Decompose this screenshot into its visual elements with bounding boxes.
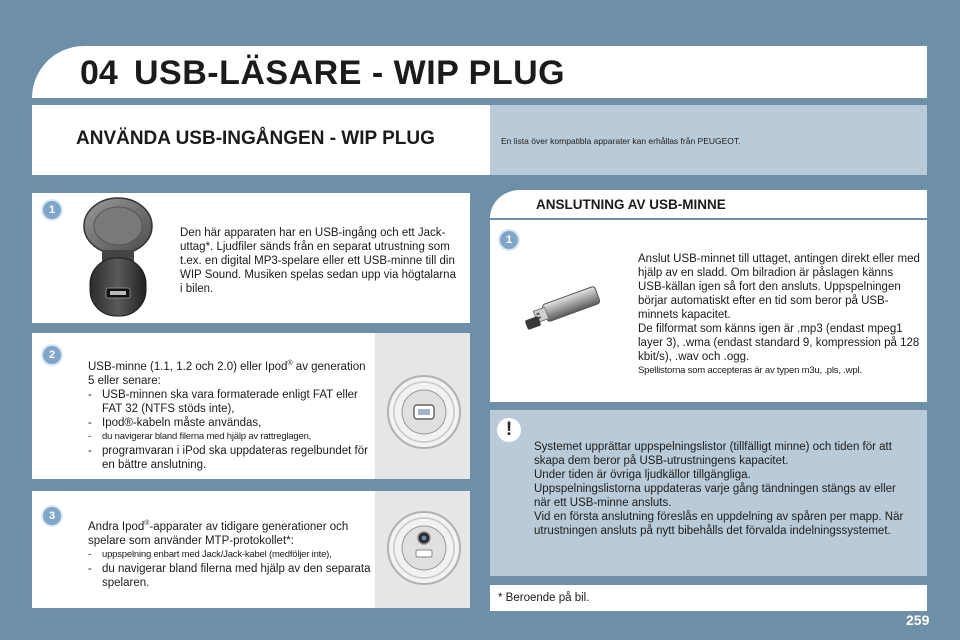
step2-intro [88, 357, 370, 388]
step2-intro-a: USB-minne (1.1, 1.2 och 2.0) eller Ipod [88, 360, 288, 373]
step3-intro-b: -apparater av tidigare generationer och spelare som använder MTP-protokollet*: [88, 520, 349, 547]
warning-paragraph: Under tiden är övriga ljudkällor tillgängliga. [534, 469, 751, 481]
step2-intro-sup: ® [287, 360, 293, 367]
chapter-number: 04 [80, 54, 118, 92]
warning-paragraph: Uppspelningslistorna uppdateras varje gång tändningen stängs av eller när ett USB-minne ansluts. [534, 483, 896, 509]
step3-intro [88, 517, 373, 548]
page-title: USB-LÄSARE - WIP PLUG [134, 54, 566, 92]
warning-paragraph: Vid en första anslutning föreslås en uppdelning av spåren per mapp. När utrustningen ansluts på nytt bibehålls det förvalda indelningssystemet. [534, 511, 904, 537]
step2-item: - USB-minnen ska vara formaterade enligt FAT eller FAT 32 (NTFS stöds inte), [88, 388, 370, 416]
step3-item: - du navigerar bland filerna med hjälp av den separata spelaren. [88, 562, 373, 590]
step2-text [88, 357, 370, 472]
wip-plug-socket-icon [80, 196, 156, 320]
connection-text [638, 252, 923, 378]
connection-title: ANSLUTNING AV USB-MINNE [536, 197, 726, 212]
usb-stick-icon [522, 282, 604, 334]
section-title: ANVÄNDA USB-INGÅNGEN - WIP PLUG [76, 128, 435, 149]
connection-formats: De filformat som känns igen är .mp3 (endast mpeg1 layer 3), .wma (endast standard 9, kompression på 128 kbit/s), .wav och .ogg. [638, 323, 920, 363]
usb-port-dial-icon [384, 372, 464, 452]
connection-badge: 1 [498, 229, 520, 251]
connection-playlists: Spellistorna som accepteras är av typen m3u, .pls, .wpl. [638, 365, 862, 376]
step2-item: - du navigerar bland filerna med hjälp av rattreglagen, [88, 430, 370, 444]
step3-intro-a: Andra Ipod [88, 520, 145, 533]
warning-icon: ! [497, 418, 521, 442]
step3-badge: 3 [41, 505, 63, 527]
step3-text [88, 517, 373, 590]
step3-item: - uppspelning enbart med Jack/Jack-kabel (medföljer inte), [88, 548, 373, 562]
warning-paragraph: Systemet upprättar uppspelningslistor (tillfälligt minne) och tiden för att skapa dem beror på USB-utrustningens kapacitet. [534, 441, 892, 467]
jack-port-dial-icon [384, 508, 464, 588]
step1-badge: 1 [41, 199, 63, 221]
step2-item: - Ipod®-kabeln måste användas, [88, 416, 370, 430]
step2-badge: 2 [41, 344, 63, 366]
step1-text: Den här apparaten har en USB-ingång och ett Jack-uttag*. Ljudfiler sänds från en separat utrustning som t.ex. en digital MP3-spelare eller ett USB-minne till din WIP Sound. Musiken spelas sedan upp via högtalarna i bilen. [180, 227, 456, 295]
step2-item: - programvaran i iPod ska uppdateras regelbundet för en bättre anslutning. [88, 444, 370, 472]
footnote: * Beroende på bil. [498, 592, 590, 604]
compat-note: En lista över kompatibla apparater kan erhållas från PEUGEOT. [501, 136, 741, 146]
step2-intro-b: av generation 5 eller senare: [88, 360, 366, 387]
warning-text [534, 440, 914, 538]
page-number: 259 [906, 612, 930, 628]
connection-instructions: Anslut USB-minnet till uttaget, antingen direkt eller med hjälp av en sladd. Om bilradion är påslagen känns USB-källan igen så fort den ansluts. Uppspelningen börjar automatiskt efter en tid som beror på USB-minnets kapacitet. [638, 253, 920, 321]
step3-intro-sup: ® [144, 520, 150, 527]
